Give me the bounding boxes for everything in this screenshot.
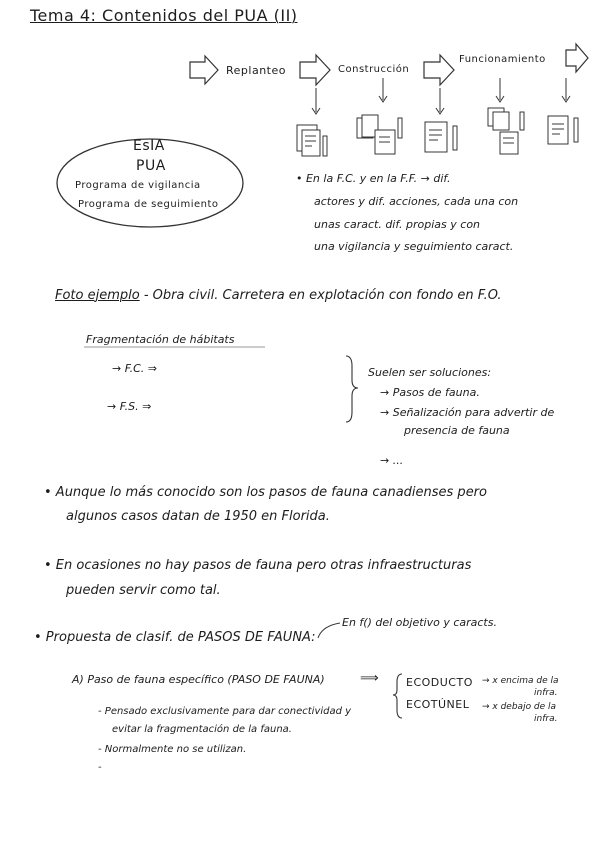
oval-line-vigilancia: Programa de vigilancia bbox=[75, 180, 201, 191]
oval-pua: PUA bbox=[136, 158, 166, 174]
phase-note-line-1: • En la F.C. y en la F.F. → dif. bbox=[296, 172, 451, 185]
document-icon-4 bbox=[488, 108, 524, 154]
solution-item-1: → Pasos de fauna. bbox=[380, 386, 480, 399]
phase-note-line-2: actores y dif. acciones, cada una con bbox=[314, 195, 519, 208]
oval-line-seguimiento: Programa de seguimiento bbox=[78, 199, 219, 210]
bullet-canadian-2: algunos casos datan de 1950 en Florida. bbox=[66, 509, 330, 524]
proposal-text: • Propuesta de clasif. de PASOS DE FAUNA: bbox=[34, 630, 316, 645]
page-title: Tema 4: Contenidos del PUA (II) bbox=[30, 6, 298, 25]
proposal-a-arrow: ⟹ bbox=[360, 671, 379, 686]
example-label: Foto ejemplo bbox=[55, 288, 140, 303]
solution-item-2: → Señalización para advertir de bbox=[380, 406, 555, 419]
document-icon-3 bbox=[425, 122, 457, 152]
phase-label-construccion: Construcción bbox=[338, 64, 410, 75]
type-ecotunel: ECOTÚNEL bbox=[406, 698, 470, 711]
phase-label-funcionamiento: Funcionamiento bbox=[459, 54, 546, 65]
type-ecoducto: ECODUCTO bbox=[406, 676, 473, 689]
solution-item-2-cont: presencia de fauna bbox=[404, 424, 510, 437]
fragmentation-fs: → F.S. ⇒ bbox=[107, 400, 152, 413]
bullet-other-infra-1: • En ocasiones no hay pasos de fauna pero otras infraestructuras bbox=[44, 558, 472, 573]
document-icon-2 bbox=[357, 115, 402, 154]
proposal-a-label: A) Paso de fauna específico (PASO DE FAUNA) bbox=[72, 673, 325, 686]
proposal-sub-3: - Normalmente no se utilizan. bbox=[98, 744, 247, 755]
proposal-note: En f() del objetivo y caracts. bbox=[342, 616, 497, 629]
bullet-canadian-1: • Aunque lo más conocido son los pasos de fauna canadienses pero bbox=[44, 485, 487, 500]
example-text: - Obra civil. Carretera en explotación con fondo en F.O. bbox=[143, 288, 502, 303]
type-ecoducto-desc-2: infra. bbox=[534, 688, 558, 698]
solutions-brace bbox=[346, 356, 358, 422]
block-arrow-1 bbox=[300, 55, 330, 85]
proposal-sub-4: - bbox=[98, 762, 102, 773]
solutions-title: Suelen ser soluciones: bbox=[368, 366, 492, 379]
solution-item-3: → ... bbox=[380, 454, 404, 467]
example-line bbox=[55, 288, 502, 303]
fragmentation-title: Fragmentación de hábitats bbox=[86, 333, 235, 346]
fragmentation-fc: → F.C. ⇒ bbox=[112, 362, 158, 375]
proposal-sub-1: - Pensado exclusivamente para dar conectividad y bbox=[98, 706, 352, 717]
block-arrow-start bbox=[190, 56, 218, 84]
document-icon-1 bbox=[297, 125, 327, 156]
phase-note-line-4: una vigilancia y seguimiento caract. bbox=[314, 240, 514, 253]
bullet-other-infra-2: pueden servir como tal. bbox=[66, 583, 221, 598]
block-arrow-3 bbox=[566, 44, 588, 72]
type-ecotunel-desc-2: infra. bbox=[534, 714, 558, 724]
phase-note-line-3: unas caract. dif. propias y con bbox=[314, 218, 481, 231]
types-brace bbox=[393, 674, 402, 718]
proposal-sub-2: evitar la fragmentación de la fauna. bbox=[112, 724, 292, 735]
document-icon-5 bbox=[548, 116, 578, 144]
note-arrow bbox=[318, 623, 340, 638]
type-ecoducto-desc: → x encima de la bbox=[482, 676, 559, 686]
oval-esia: EsIA bbox=[133, 138, 165, 154]
block-arrow-2 bbox=[424, 55, 454, 85]
phase-label-replanteo: Replanteo bbox=[226, 64, 286, 77]
type-ecotunel-desc: → x debajo de la bbox=[482, 702, 557, 712]
